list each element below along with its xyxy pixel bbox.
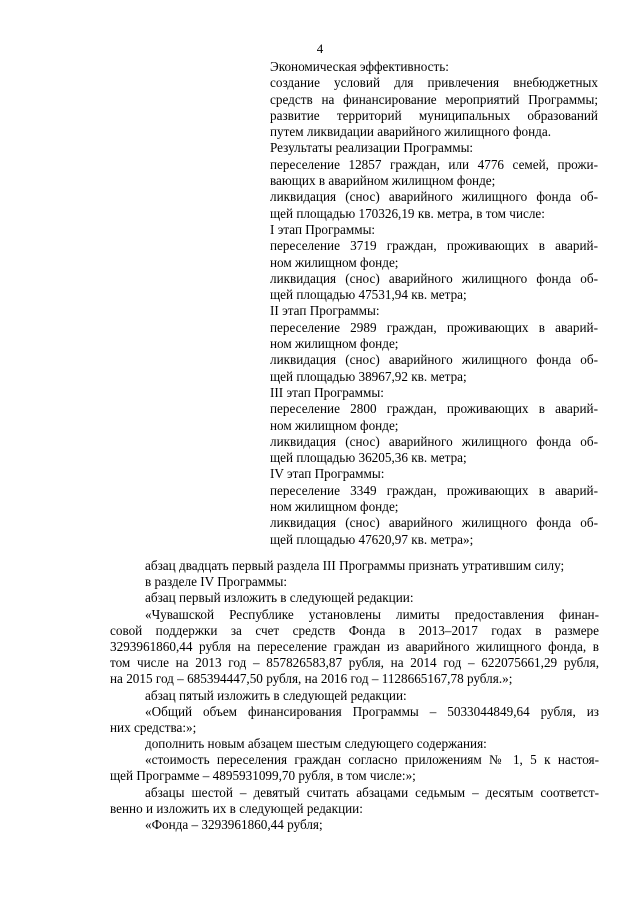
text-line: ном жилищном фонде; (270, 336, 399, 352)
text-line: развитие территорий муниципальных образований (270, 107, 598, 123)
text-line: ликвидация (снос) аварийного жилищного фонда об- (270, 189, 598, 205)
text-line: щей площадью 47531,94 кв. метра; (270, 287, 467, 303)
text-line: щей Программе – 4895931099,70 рубля, в том числе:»; (110, 768, 416, 784)
text-line: путем ликвидации аварийного жилищного фонда. (270, 124, 551, 140)
text-line: том числе на 2013 год – 857826583,87 рубля, на 2014 год – 622075661,29 рубля, (110, 655, 599, 671)
text-line: переселение 12857 граждан, или 4776 семей, прожи- (270, 156, 598, 172)
text-line: переселение 3349 граждан, проживающих в аварий- (270, 482, 598, 498)
text-line: щей площадью 38967,92 кв. метра; (270, 368, 467, 384)
text-line: Экономическая эффективность: (270, 59, 449, 74)
text-line: абзац пятый изложить в следующей редакции: (145, 687, 407, 703)
text-line: 3293961860,44 рубля на переселение граждан из аварийного жилищного фонда, в (110, 638, 599, 654)
text-line: III этап Программы: (270, 384, 384, 400)
text-line: «Фонда – 3293961860,44 рубля; (145, 817, 323, 832)
text-line: на 2015 год – 685394447,50 рубля, на 2016 год – 1128665167,78 рубля.»; (110, 671, 513, 687)
text-line: них средства:»; (110, 719, 197, 735)
text-line: I этап Программы: (270, 221, 376, 237)
text-line: венно и изложить их в следующей редакции: (110, 800, 363, 816)
text-line: ликвидация (снос) аварийного жилищного фонда об- (270, 515, 598, 531)
text-line: совой поддержки за счет средств Фонда в 2013–2017 годах в размере (110, 622, 599, 638)
program-passport-block (270, 59, 598, 548)
text-line: вающих в аварийном жилищном фонде; (270, 173, 496, 189)
text-line: создание условий для привлечения внебюджетных (270, 75, 598, 91)
text-line: «Чувашской Республике установлены лимиты предоставления финан- (145, 606, 599, 622)
text-line: переселение 2800 граждан, проживающих в аварий- (270, 401, 598, 417)
text-line: щей площадью 36205,36 кв. метра; (270, 450, 467, 466)
text-line: IV этап Программы: (270, 466, 385, 482)
text-line: II этап Программы: (270, 303, 380, 319)
text-line: щей площадью 47620,97 кв. метра»; (270, 531, 474, 547)
page-number: 4 (316, 41, 324, 56)
text-line: ликвидация (снос) аварийного жилищного фонда об- (270, 433, 598, 449)
text-line: ликвидация (снос) аварийного жилищного фонда об- (270, 270, 598, 286)
text-line: дополнить новым абзацем шестым следующего содержания: (145, 736, 487, 752)
text-line: переселение 2989 граждан, проживающих в аварий- (270, 319, 598, 335)
text-line: «Общий объем финансирования Программы – 5033044849,64 рубля, из (145, 703, 599, 719)
text-line: абзацы шестой – девятый считать абзацами седьмым – десятым соответст- (145, 784, 599, 800)
amendments-block (110, 558, 599, 833)
text-line: ном жилищном фонде; (270, 499, 399, 515)
text-line: ном жилищном фонде; (270, 417, 399, 433)
text-line: в разделе IV Программы: (145, 574, 287, 590)
text-line: Результаты реализации Программы: (270, 140, 474, 156)
text-line: абзац первый изложить в следующей редакции: (145, 590, 414, 606)
text-line: абзац двадцать первый раздела III Программы признать утратившим силу; (145, 558, 565, 573)
text-line: средств на финансирование мероприятий Программы; (270, 91, 598, 107)
text-line: щей площадью 170326,19 кв. метра, в том числе: (270, 205, 545, 221)
text-line: ликвидация (снос) аварийного жилищного фонда об- (270, 352, 598, 368)
text-line: ном жилищном фонде; (270, 254, 399, 270)
text-line: «стоимость переселения граждан согласно приложениям № 1, 5 к настоя- (145, 752, 599, 768)
text-line: переселение 3719 граждан, проживающих в аварий- (270, 238, 598, 254)
